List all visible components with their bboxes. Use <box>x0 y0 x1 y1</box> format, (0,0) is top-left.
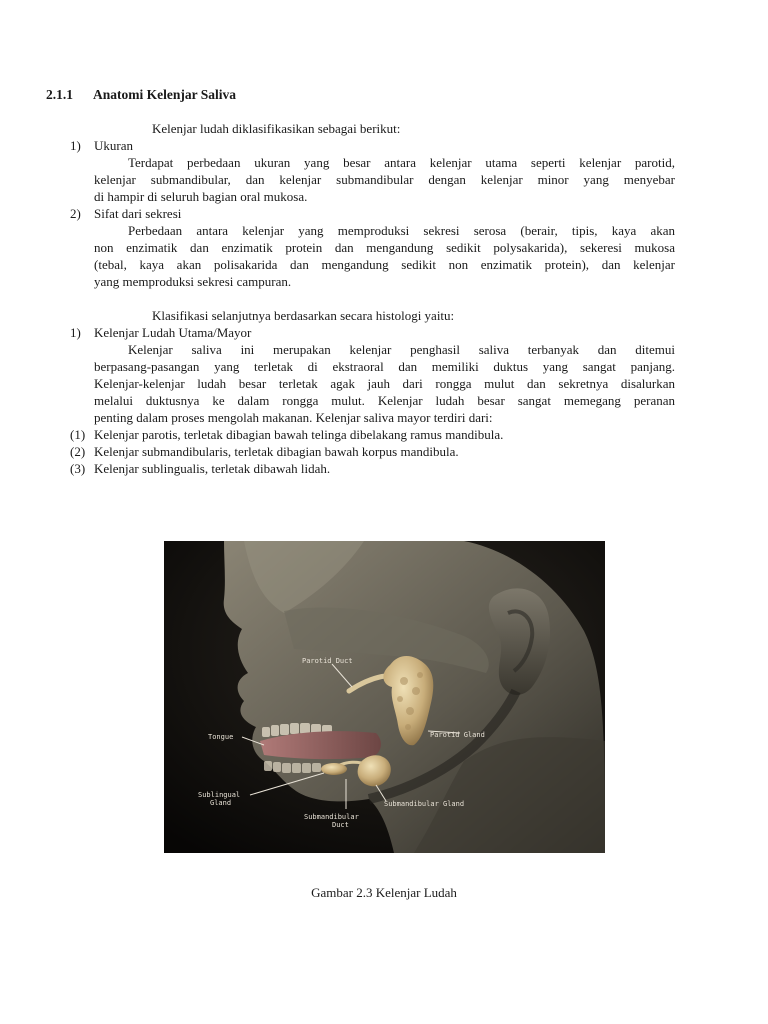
list-marker-2: 2) <box>70 206 81 221</box>
list-title-sifat: Sifat dari sekresi <box>94 206 182 221</box>
sublist-item-parotis: Kelenjar parotis, terletak dibagian bawah telinga dibelakang ramus mandibula. <box>94 427 504 442</box>
intro-paragraph: Kelenjar ludah diklasifikasikan sebagai berikut: <box>152 121 401 136</box>
paragraph-line: Terdapat perbedaan ukuran yang besar antara kelenjar utama seperti kelenjar parotid, <box>128 155 675 170</box>
sublist-marker-1: (1) <box>70 427 86 442</box>
paragraph-line: Kelenjar saliva ini merupakan kelenjar penghasil saliva terbanyak dan ditemui <box>128 342 675 357</box>
section-number: 2.1.1 <box>46 87 73 102</box>
paragraph-line: Perbedaan antara kelenjar yang memproduksi sekresi serosa (berair, tipis, kaya akan <box>128 223 675 238</box>
paragraph-line: melalui duktusnya ke dalam rongga mulut. Kelenjar ludah besar sangat memegang peranan <box>94 393 675 408</box>
label-sublingual-gland-2: Gland <box>210 799 232 807</box>
paragraph-line: yang memproduksi sekresi campuran. <box>94 274 292 289</box>
list-marker-3: 1) <box>70 325 81 340</box>
paragraph-line: penting dalam proses mengolah makanan. Kelenjar saliva mayor terdiri dari: <box>94 410 493 425</box>
paragraph-line: di hampir di seluruh bagian oral mukosa. <box>94 189 308 204</box>
salivary-gland-figure <box>164 541 605 853</box>
label-submandibular-gland: Submandibular Gland <box>384 800 465 808</box>
sublist-item-submandibularis: Kelenjar submandibularis, terletak dibagian bawah korpus mandibula. <box>94 444 459 459</box>
intro2-paragraph: Klasifikasi selanjutnya berdasarkan secara histologi yaitu: <box>152 308 455 323</box>
anatomy-illustration <box>164 541 605 853</box>
label-parotid-duct: Parotid Duct <box>302 657 353 665</box>
sublist-marker-3: (3) <box>70 461 86 476</box>
list-marker-1: 1) <box>70 138 81 153</box>
list-title-ukuran: Ukuran <box>94 138 133 153</box>
sublist-item-sublingualis: Kelenjar sublingualis, terletak dibawah lidah. <box>94 461 331 476</box>
label-submandibular-duct: Submandibular <box>304 813 359 821</box>
label-tongue: Tongue <box>208 733 234 741</box>
section-title: Anatomi Kelenjar Saliva <box>93 87 236 102</box>
section-heading <box>46 87 236 103</box>
paragraph-line: (tebal, kaya akan polisakarida dan mengandung sedikit non enzimatik protein), dan kelenjar <box>94 257 675 272</box>
label-sublingual-gland: Sublingual <box>198 791 241 799</box>
paragraph-line: Kelenjar-kelenjar ludah besar terletak agak jauh dari rongga mulut dan sekretnya disalurkan <box>94 376 675 391</box>
sublist-marker-2: (2) <box>70 444 86 459</box>
label-submandibular-duct-2: Duct <box>332 821 349 829</box>
figure-caption: Gambar 2.3 Kelenjar Ludah <box>311 885 457 900</box>
paragraph-line: kelenjar submandibular, dan kelenjar submandibular dengan kelenjar minor yang menyebar <box>94 172 675 187</box>
sublingual-gland-shape <box>321 763 347 775</box>
paragraph-line: berpasang-pasangan yang terletak di ekstraoral dan memiliki duktus yang sangat panjang. <box>94 359 675 374</box>
label-parotid-gland: Parotid Gland <box>430 731 485 739</box>
paragraph-line: non enzimatik dan enzimatik protein dan mengandung sedikit polysakarida), sekeresi mukosa <box>94 240 675 255</box>
list-title-kelenjar-mayor: Kelenjar Ludah Utama/Mayor <box>94 325 252 340</box>
